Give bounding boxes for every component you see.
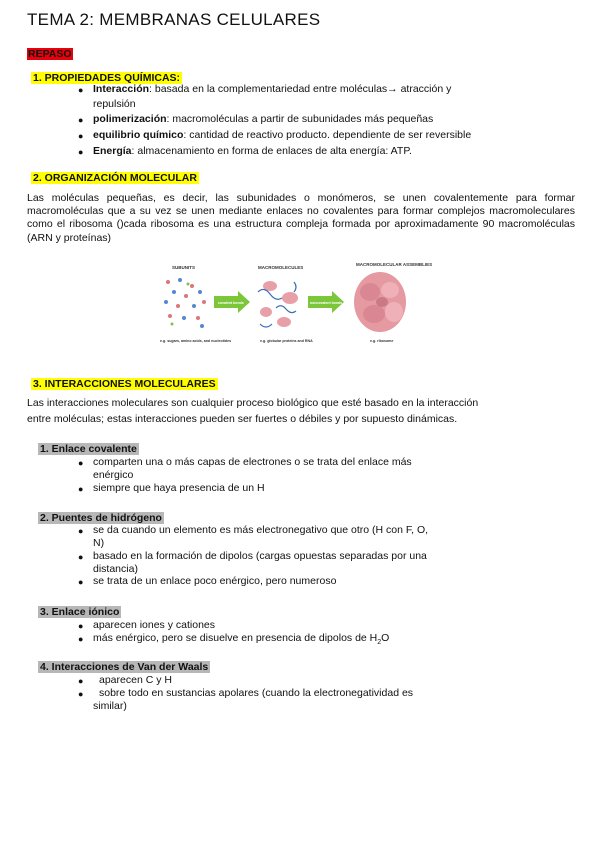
section-heading-propiedades: 1. PROPIEDADES QUÍMICAS: — [33, 72, 181, 84]
figure-label-assemblies: MACROMOLECULAR ASSEMBLIES — [356, 262, 433, 267]
bullet-icon: ● — [78, 131, 84, 141]
subunits-dots — [164, 278, 206, 328]
bullet-icon: ● — [78, 676, 84, 686]
arrow-covalent — [214, 291, 250, 313]
section-heading-organizacion: 2. ORGANIZACIÓN MOLECULAR — [33, 172, 197, 184]
list-item: más enérgico, pero se disuelve en presencia de dipolos de $H_2O$ — [93, 632, 390, 647]
bullet-icon: ● — [78, 458, 84, 468]
list-item-continuation: N) — [93, 537, 105, 549]
bullet-icon: ● — [78, 115, 84, 125]
subheading-puentes-hidrogeno: 2. Puentes de hidrógeno — [40, 512, 162, 524]
figure-caption-ribosome: e.g. ribosome — [370, 339, 394, 343]
list-item-continuation: enérgico — [93, 469, 134, 481]
list-item: basado en la formación de dipolos (cargas opuestas separadas por una — [93, 550, 427, 562]
list-item: comparten una o más capas de electrones o se trata del enlace más — [93, 456, 412, 468]
ribosome-shape — [354, 272, 406, 332]
list-item: se da cuando un elemento es más electronegativo que otro (H con F, O, — [93, 524, 429, 536]
svg-text:noncovalent bonds: noncovalent bonds — [310, 301, 343, 305]
list-item: aparecen iones y cationes — [93, 619, 215, 631]
subheading-van-der-waals: 4. Interacciones de Van der Waals — [40, 661, 209, 673]
section-heading-interacciones: 3. INTERACCIONES MOLECULARES — [33, 378, 216, 390]
intro-line-1: Las interacciones moleculares son cualquier proceso biológico que esté basado en la interacción — [27, 397, 479, 409]
arrow-noncovalent — [308, 291, 344, 313]
paragraph-organizacion: Las moléculas pequeñas, es decir, las subunidades o monómeros, se unen covalentemente para formar macromoléculas que a su vez se unen mediante enlaces no covalentes para formar complejos macromoleculares como el ribosoma ()cada ribosoma es una estructura compleja formada por aproximadamente 90 macromoléculas (ARN y proteínas) — [27, 192, 575, 244]
bullet-icon: ● — [78, 85, 84, 95]
bullet-icon: ● — [78, 526, 84, 536]
list-item-continuation: distancia) — [93, 563, 138, 575]
subheading-enlace-ionico: 3. Enlace iónico — [40, 606, 120, 618]
bullet-icon: ● — [78, 689, 84, 699]
figure-caption-macro: e.g. globular proteins and RNA — [260, 339, 313, 343]
bullet-icon: ● — [78, 552, 84, 562]
list-item: siempre que haya presencia de un H — [93, 482, 265, 494]
bullet-icon: ● — [78, 147, 84, 157]
bullet-icon: ● — [78, 634, 84, 644]
intro-line-2: entre moléculas; estas interacciones pueden ser fuertes o débiles y por supuesto dinámicas. — [27, 413, 458, 425]
figure-caption-subunits: e.g. sugars, amino acids, and nucleotides — [160, 339, 232, 343]
list-item: equilibrio químico: cantidad de reactivo producto. dependiente de ser reversible — [93, 129, 472, 141]
list-item: Interacción: basada en la complementariedad entre moléculas→ atracción y — [93, 83, 452, 95]
list-item: se trata de un enlace poco enérgico, pero numeroso — [93, 575, 337, 587]
figure-label-macromolecules: MACROMOLECULES — [258, 265, 304, 270]
svg-text:covalent bonds: covalent bonds — [218, 301, 244, 305]
list-item-continuation: similar) — [93, 700, 127, 712]
page-title: TEMA 2: MEMBRANAS CELULARES — [27, 10, 321, 29]
list-item-continuation: repulsión — [93, 98, 136, 110]
list-item: Energía: almacenamiento en forma de enlaces de alta energía: ATP. — [93, 145, 412, 157]
bullet-icon: ● — [78, 621, 84, 631]
figure-label-subunits: SUBUNITS — [172, 265, 196, 270]
bullet-icon: ● — [78, 577, 84, 587]
bullet-icon: ● — [78, 484, 84, 494]
macromolecules-shapes — [258, 281, 298, 327]
subheading-enlace-covalente: 1. Enlace covalente — [40, 443, 137, 455]
list-item: polimerización: macromoléculas a partir de subunidades más pequeñas — [93, 113, 434, 125]
list-item: sobre todo en sustancias apolares (cuando la electronegatividad es — [99, 687, 414, 699]
list-item: aparecen C y H — [99, 674, 172, 686]
macromolecule-figure — [158, 262, 433, 354]
repaso-label: REPASO — [28, 48, 72, 60]
